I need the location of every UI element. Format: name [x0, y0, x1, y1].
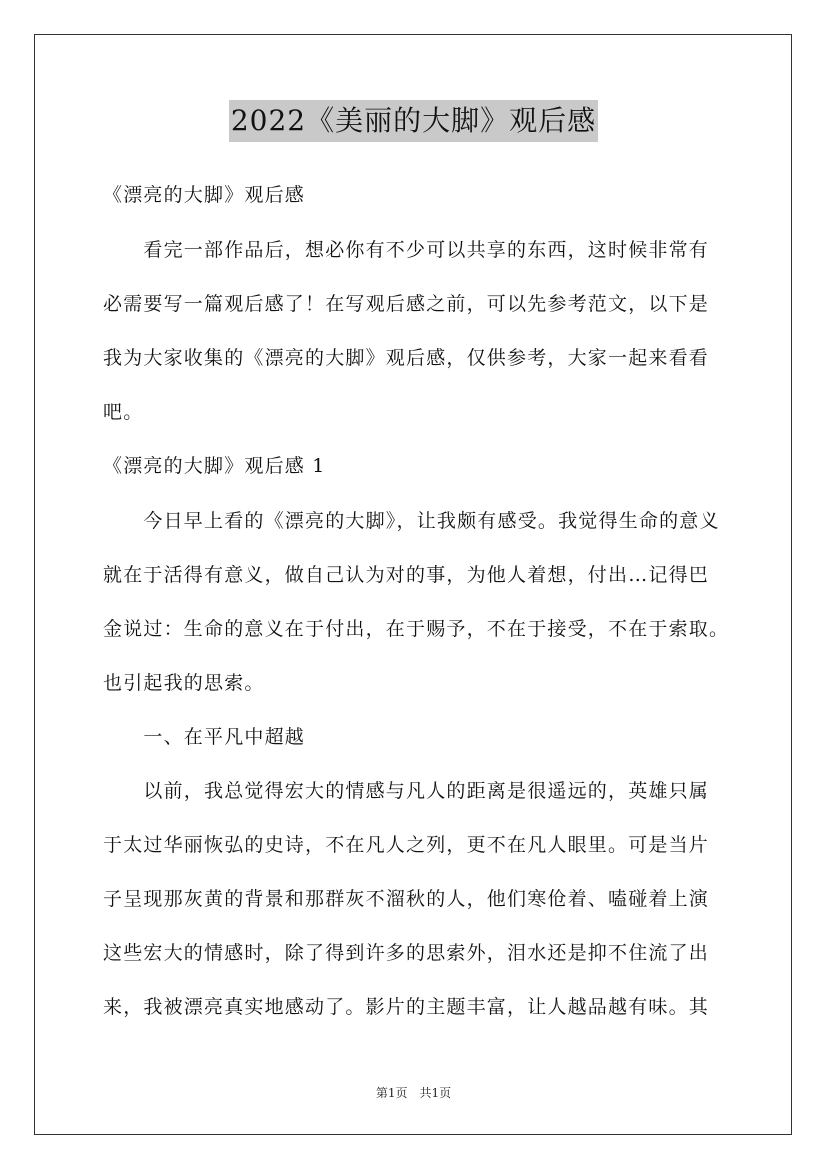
text-line: 我为大家收集的《漂亮的大脚》观后感，仅供参考，大家一起来看看 [103, 347, 710, 369]
text-line: 《漂亮的大脚》观后感 [103, 184, 306, 206]
document-title-wrap [0, 100, 827, 142]
text-line: 金说过：生命的意义在于付出，在于赐予，不在于接受，不在于索取。 [103, 618, 730, 640]
page-footer: 第1页 共1页 [375, 1086, 452, 1100]
text-line: 于太过华丽恢弘的史诗，不在凡人之列，更不在凡人眼里。可是当片 [103, 834, 710, 856]
text-line: 子呈现那灰黄的背景和那群灰不溜秋的人，他们寒伧着、嗑碰着上演 [103, 888, 710, 910]
text-line: 这些宏大的情感时，除了得到许多的思索外，泪水还是抑不住流了出 [103, 942, 710, 964]
text-line: 一、在平凡中超越 [103, 726, 306, 748]
text-line: 吧。 [103, 401, 144, 423]
text-line: 看完一部作品后，想必你有不少可以共享的东西，这时候非常有 [103, 239, 710, 261]
text-line: 也引起我的思索。 [103, 672, 265, 694]
document-title: 2022《美丽的大脚》观后感 [229, 100, 598, 142]
text-line: 以前，我总觉得宏大的情感与凡人的距离是很遥远的，英雄只属 [103, 780, 710, 802]
text-line: 就在于活得有意义，做自己认为对的事，为他人着想，付出…记得巴 [103, 564, 710, 586]
text-line: 来，我被漂亮真实地感动了。影片的主题丰富，让人越品越有味。其 [103, 996, 710, 1018]
text-line: 必需要写一篇观后感了！在写观后感之前，可以先参考范文，以下是 [103, 293, 710, 315]
text-line: 《漂亮的大脚》观后感 1 [103, 455, 326, 477]
text-line: 今日早上看的《漂亮的大脚》，让我颇有感受。我觉得生命的意义 [103, 510, 720, 532]
